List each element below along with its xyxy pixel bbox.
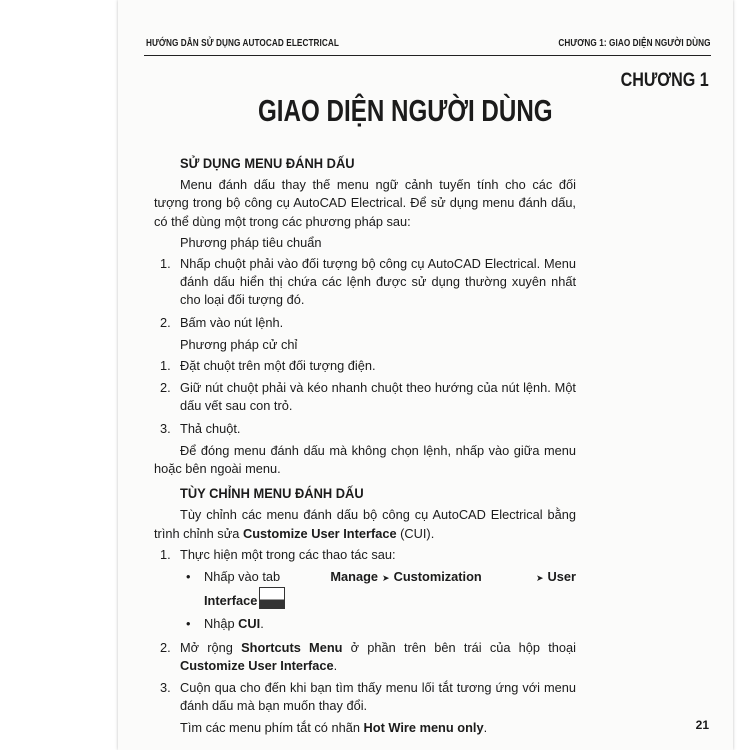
section2-final: Tìm các menu phím tắt có nhãn Hot Wire menu only. xyxy=(180,720,488,736)
section-heading-use-marking-menu: SỬ DỤNG MENU ĐÁNH DẤU xyxy=(180,155,355,171)
cui-icon: CUI xyxy=(259,587,285,609)
arrow-right-icon: ➤ xyxy=(382,573,390,584)
list-item: 1. Thực hiện một trong các thao tác sau: xyxy=(160,546,396,562)
section1-closing: Để đóng menu đánh dấu mà không chọn lệnh, nhấp vào giữa menu hoặc bên ngoài menu. xyxy=(154,442,576,477)
page-body xyxy=(154,148,576,741)
list-item: 1. Đặt chuột trên một đối tượng điện. xyxy=(160,358,376,374)
section2-intro: Tùy chỉnh các menu đánh dấu bộ công cụ AutoCAD Electrical bằng trình chỉnh sửa Customize User Interface (CUI). xyxy=(154,507,576,541)
page-number: 21 xyxy=(695,718,709,732)
header-rule xyxy=(144,55,711,56)
chapter-title: GIAO DIỆN NGƯỜI DÙNG xyxy=(258,93,553,128)
book-page xyxy=(118,0,733,750)
list-item: 3. Cuộn qua cho đến khi bạn tìm thấy menu lối tắt tương ứng với menu đánh dấu mà bạn muốn thay đổi. xyxy=(160,680,576,714)
bullet-item: • Nhập CUI. xyxy=(154,615,576,633)
bullet-icon: • xyxy=(186,569,191,585)
list-item: 2. Giữ nút chuột phải và kéo nhanh chuột theo hướng của nút lệnh. Một dấu vết sau con trỏ. xyxy=(160,380,576,414)
running-header-left: HƯỚNG DẪN SỬ DỤNG AUTOCAD ELECTRICAL xyxy=(146,38,340,49)
list-item: 1. Nhấp chuột phải vào đối tượng bộ công cụ AutoCAD Electrical. Menu đánh dấu hiển thị chứa các lệnh được sử dụng thường xuyên nhất cho loại đối tượng đó. xyxy=(160,256,576,308)
running-header-right: CHƯƠNG 1: GIAO DIỆN NGƯỜI DÙNG xyxy=(558,38,711,49)
list-item: 2. Mở rộng Shortcuts Menu ở phần trên bên trái của hộp thoại Customize User Interface. xyxy=(160,639,576,673)
arrow-right-icon: ➤ xyxy=(535,573,544,584)
chapter-label: CHƯƠNG 1 xyxy=(620,70,709,91)
list-item: 3. Thả chuột. xyxy=(160,420,241,436)
section-heading-customize-marking-menu: TÙY CHỈNH MENU ĐÁNH DẤU xyxy=(180,485,364,502)
bullet-item: • Nhấp vào tab Manage ➤ Customization ➤ User Interface CUI xyxy=(186,569,576,609)
section1-intro: Menu đánh dấu thay thế menu ngữ cảnh tuyến tính cho các đối tượng trong bộ công cụ AutoCAD Electrical. Để sử dụng menu đánh dấu, có thể dùng một trong các phương pháp sau: xyxy=(154,177,576,229)
bullet-icon: • xyxy=(186,616,191,632)
list-item: 2. Bấm vào nút lệnh. xyxy=(160,314,284,330)
method-gesture-label: Phương pháp cử chỉ xyxy=(180,336,298,352)
method-standard-label: Phương pháp tiêu chuẩn xyxy=(180,234,322,250)
